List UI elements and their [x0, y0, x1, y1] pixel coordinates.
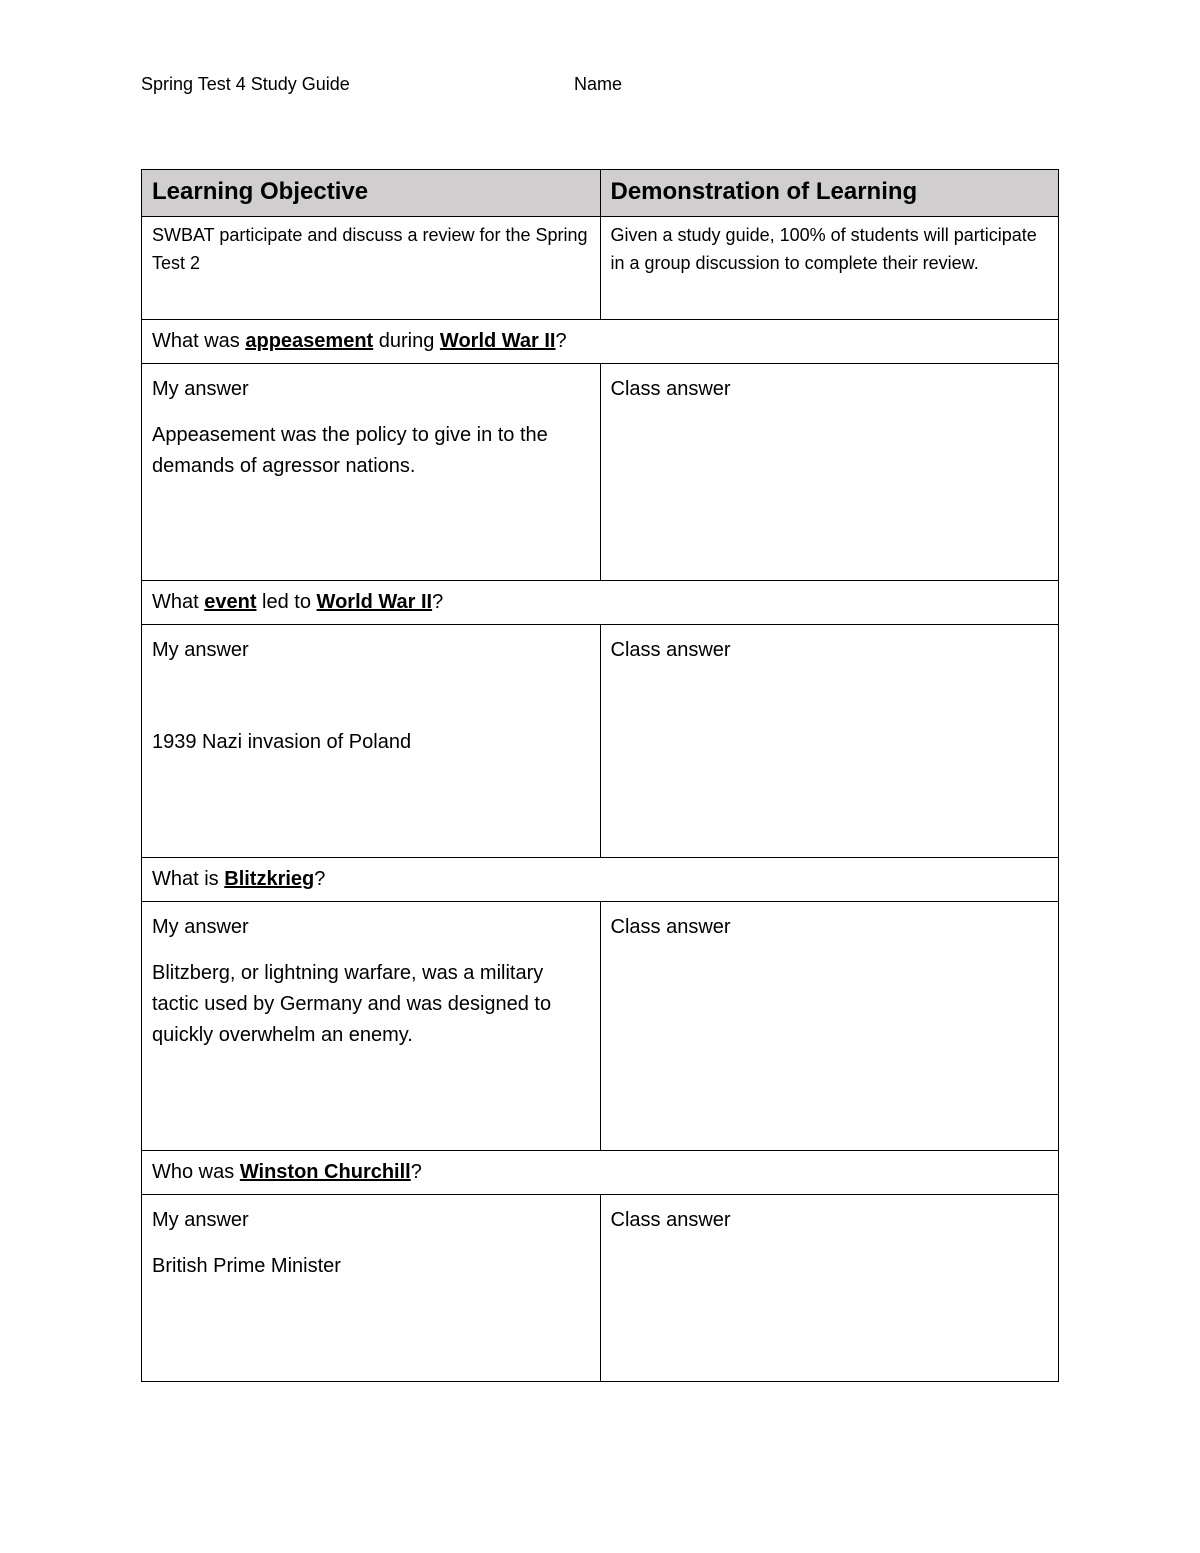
question-text: led to [256, 591, 317, 613]
question-cell [142, 858, 1059, 902]
answer-row [142, 364, 1059, 581]
blank-line [152, 681, 590, 727]
demonstration-text: Given a study guide, 100% of students will participate in a group discussion to complete their review. [600, 217, 1059, 320]
question-cell [142, 581, 1059, 625]
my-answer-text: Blitzberg, or lightning warfare, was a military tactic used by Germany and was designed to quickly overwhelm an enemy. [152, 962, 552, 1046]
my-answer-label: My answer [152, 639, 249, 661]
class-answer-label: Class answer [610, 916, 731, 938]
question-term: World War II [439, 330, 556, 352]
class-answer-cell[interactable] [600, 364, 1059, 581]
question-row [142, 858, 1059, 902]
question-term: World War II [316, 591, 433, 613]
my-answer-text: British Prime Minister [152, 1255, 341, 1277]
question-text: What is [152, 868, 225, 890]
answer-row [142, 1195, 1059, 1382]
study-guide-table [141, 169, 1059, 1382]
question-text: ? [432, 591, 444, 613]
my-answer-text: 1939 Nazi invasion of Poland [152, 731, 412, 753]
question-term: Blitzkrieg [224, 868, 315, 890]
question-text: What was [152, 330, 246, 352]
question-text: ? [314, 868, 326, 890]
class-answer-cell[interactable] [600, 1195, 1059, 1382]
class-answer-label: Class answer [610, 378, 731, 400]
my-answer-cell[interactable] [142, 902, 601, 1151]
class-answer-label: Class answer [610, 1209, 731, 1231]
objective-row [142, 217, 1059, 320]
my-answer-text: Appeasement was the policy to give in to the demands of agressor nations. [152, 424, 548, 477]
learning-objective-header: Learning Objective [142, 170, 601, 217]
class-answer-label: Class answer [610, 639, 731, 661]
table-header-row [142, 170, 1059, 217]
my-answer-cell[interactable] [142, 625, 601, 858]
question-term: appeasement [245, 330, 374, 352]
my-answer-label: My answer [152, 916, 249, 938]
answer-row [142, 902, 1059, 1151]
document-title: Spring Test 4 Study Guide [141, 74, 350, 94]
objective-text: SWBAT participate and discuss a review for the Spring Test 2 [142, 217, 601, 320]
question-text: during [373, 330, 440, 352]
question-row [142, 581, 1059, 625]
question-text: ? [555, 330, 567, 352]
answer-row [142, 625, 1059, 858]
question-term: Winston Churchill [239, 1161, 411, 1183]
class-answer-cell[interactable] [600, 902, 1059, 1151]
question-text: ? [410, 1161, 422, 1183]
question-text: What [152, 591, 205, 613]
question-text: Who was [152, 1161, 240, 1183]
question-row [142, 320, 1059, 364]
my-answer-cell[interactable] [142, 1195, 601, 1382]
question-cell [142, 320, 1059, 364]
name-label: Name [574, 74, 623, 94]
demonstration-header: Demonstration of Learning [600, 170, 1059, 217]
class-answer-cell[interactable] [600, 625, 1059, 858]
my-answer-label: My answer [152, 1209, 249, 1231]
question-row [142, 1151, 1059, 1195]
question-cell [142, 1151, 1059, 1195]
question-term: event [204, 591, 257, 613]
my-answer-cell[interactable] [142, 364, 601, 581]
my-answer-label: My answer [152, 378, 249, 400]
page-header [141, 74, 623, 95]
